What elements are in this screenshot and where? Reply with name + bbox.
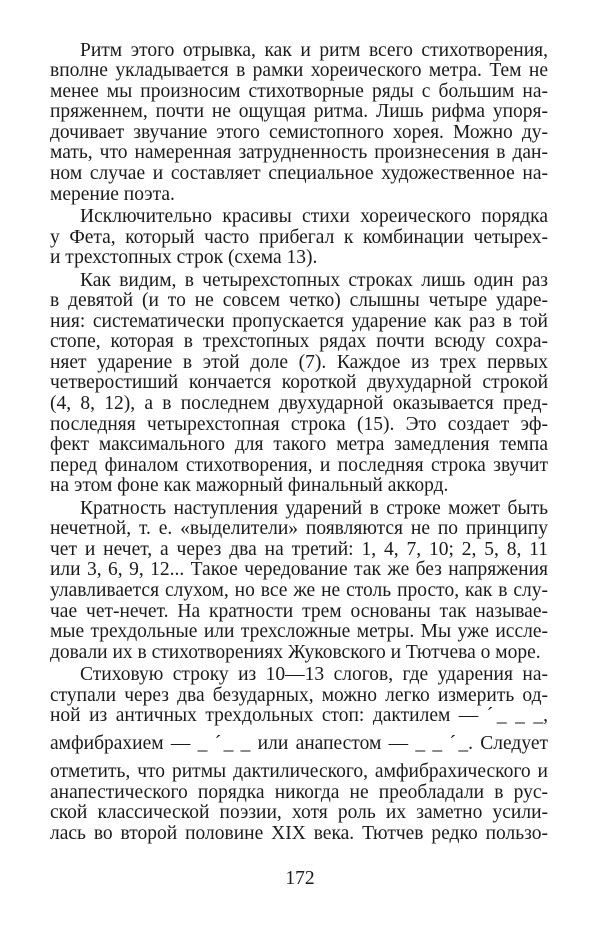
text-line: чет и нечет, а через два на третий: 1, 4, 7, 10; 2, 5, 8, 11 [50,539,548,560]
text-line: четверостиший кончается короткой двухударной строкой [50,372,548,393]
text-line: мерение поэта. [50,184,175,205]
text-line: Кратность наступления ударений в строке может быть [80,498,548,519]
text-line: отметить, что ритмы дактилического, амфибрахического и [50,761,548,782]
text-line: менее мы произносим стихотворные ряды с большим на- [50,81,548,102]
text-line: перед финалом стихотворения, и последняя строка звучит [50,455,548,476]
text-line: дочивает звучание этого семистопного хорея. Можно ду- [50,122,548,143]
text-line: амфибрахием — _ ˊ_ _ или анапестом — _ _ ˊ_. Следует [50,733,548,754]
text-line: ном случае и составляет специальное художественное на- [50,163,548,184]
text-line: ской классической поэзии, хотя роль их заметно усили- [50,802,548,823]
text-line: и трехстопных строк (схема 13). [50,247,318,268]
text-line: на этом фоне как мажорный финальный аккорд. [50,475,449,496]
text-line: Исключительно красивы стихи хореического порядка [80,206,548,227]
text-line: пряженнем, почти не ощущая ритма. Лишь рифма упоря- [50,101,548,122]
text-line: Ритм этого отрывка, как и ритм всего стихотворения, [80,40,548,61]
text-line: няет ударение в этой доле (7). Каждое из трех первых [50,352,548,373]
text-line: мать, что намеренная затрудненность произнесения в дан- [50,142,548,163]
text-line: лась во второй половине XIX века. Тютчев редко пользо- [50,823,548,844]
text-line: чае чет-нечет. На кратности трем основаны так называе- [50,601,548,622]
text-line: ной из античных трехдольных стоп: дактилем — ˊ_ _ _, [50,705,548,726]
text-line: стопе, которая в трехстопных рядах почти всюду сохра- [50,331,548,352]
text-line: Как видим, в четырехстопных строках лишь один раз [80,270,548,291]
text-line: Стиховую строку из 10—13 слогов, где ударения на- [80,664,548,685]
text-line: последняя четырехстопная строка (15). Это создает эф- [50,414,548,435]
text-line: вполне укладывается в рамки хореического метра. Тем не [50,60,548,81]
text-line: ния: систематически пропускается ударение как раз в той [50,311,548,332]
page-number: 172 [285,868,315,889]
text-line: анапестического порядка никогда не преобладали в рус- [50,782,548,803]
text-line: мые трехдольные или трехсложные метры. Мы уже иссле- [50,621,548,642]
text-line: довали их в стихотворениях Жуковского и Тютчева о море. [50,642,541,663]
text-line: фект максимального для такого метра замедления темпа [50,434,548,455]
text-line: ступали через два безударных, можно легко измерить од- [50,685,548,706]
text-line: у Фета, который часто прибегал к комбинации четырех- [50,227,548,248]
text-line: в девятой (и то не совсем четко) слышны четыре ударе- [50,290,548,311]
text-line: нечетной, т. е. «выделители» появляются не по принципу [50,518,548,539]
text-line: или 3, 6, 9, 12... Такое чередование так же без напряжения [50,559,548,580]
text-line: улавливается слухом, но все же не столь просто, как в слу- [50,580,548,601]
text-line: (4, 8, 12), а в последнем двухударной оказывается пред- [50,393,548,414]
